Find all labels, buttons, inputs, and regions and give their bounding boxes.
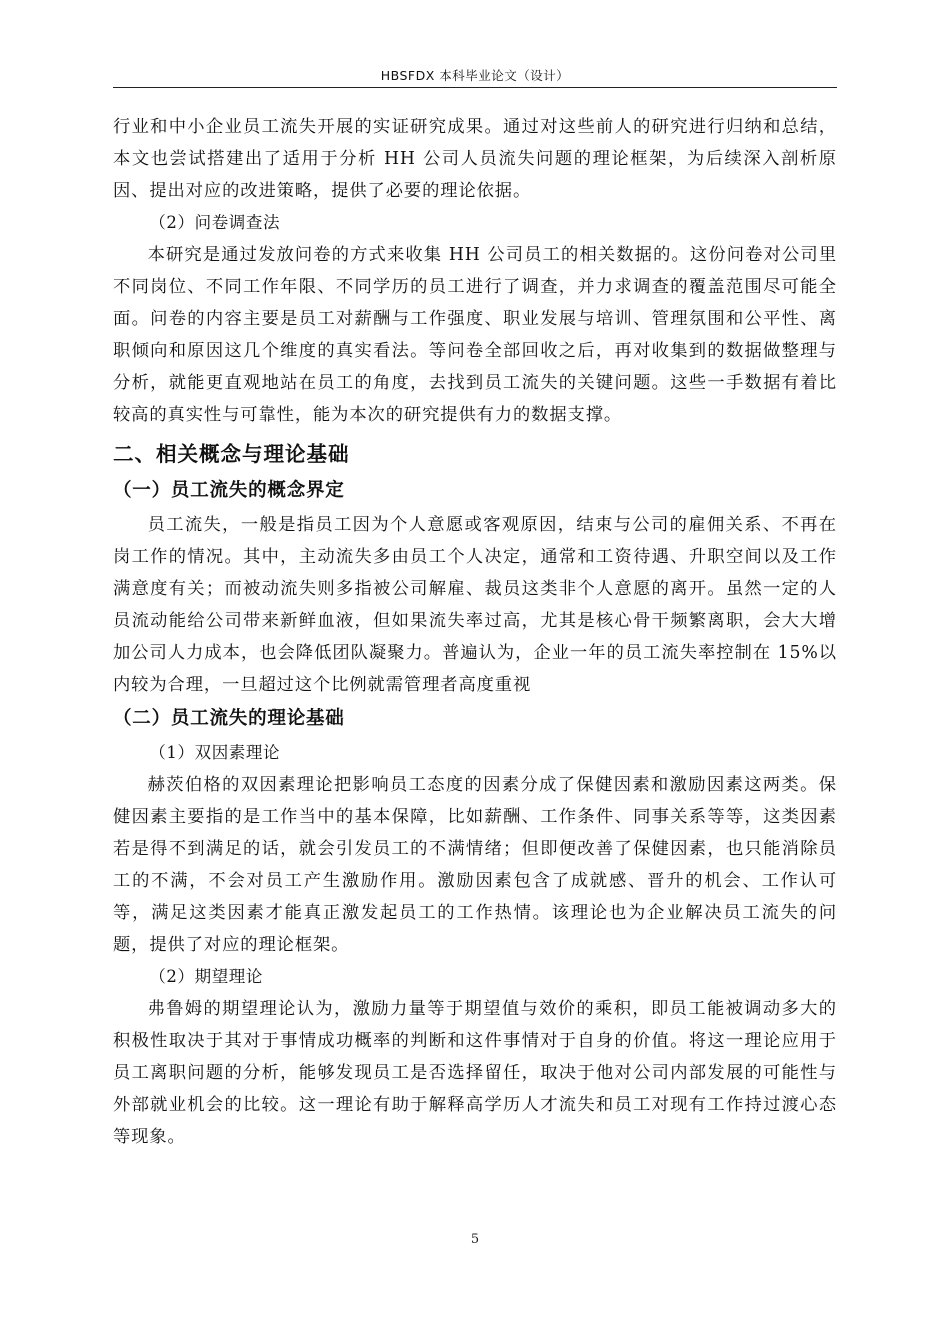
paragraph-questionnaire: 本研究是通过发放问卷的方式来收集 HH 公司员工的相关数据的。这份问卷对公司里不同岗位、不同工作年限、不同学历的员工进行了调查，并力求调查的覆盖范围尽可能全面。问卷的内容主要是员工对薪酬与工作强度、职业发展与培训、管理氛围和公平性、离职倾向和原因这几个维度的真实看法。等问卷全部回收之后，再对收集到的数据做整理与分析，就能更直观地站在员工的角度，去找到员工流失的关键问题。这些一手数据有着比较高的真实性与可靠性，能为本次的研究提供有力的数据支撑。	[113, 245, 837, 425]
paragraph-continuation: 行业和中小企业员工流失开展的实证研究成果。通过对这些前人的研究进行归纳和总结，本文也尝试搭建出了适用于分析 HH 公司人员流失问题的理论框架，为后续深入剖析原因、提出对应的改进策略，提供了必要的理论依据。	[113, 117, 837, 201]
page-number: 5	[470, 1232, 480, 1247]
body-content	[113, 111, 837, 1153]
paragraph-concept: 员工流失，一般是指员工因为个人意愿或客观原因，结束与公司的雇佣关系、不再在岗工作的情况。其中，主动流失多由员工个人决定，通常和工资待遇、升职空间以及工作满意度有关；而被动流失则多指被公司解雇、裁员这类非个人意愿的离开。虽然一定的人员流动能给公司带来新鲜血液，但如果流失率过高，尤其是核心骨干频繁离职，会大大增加公司人力成本，也会降低团队凝聚力。普遍认为，企业一年的员工流失率控制在 15%以内较为合理，一旦超过这个比例就需管理者高度重视	[113, 515, 837, 695]
subsection-heading-theory: （二）员工流失的理论基础	[113, 708, 345, 729]
theory-expectancy-label: （2）期望理论	[149, 967, 263, 986]
theory-two-factor-label: （1）双因素理论	[149, 743, 281, 762]
header-divider	[113, 87, 837, 88]
paragraph-two-factor: 赫茨伯格的双因素理论把影响员工态度的因素分成了保健因素和激励因素这两类。保健因素主要指的是工作当中的基本保障，比如薪酬、工作条件、同事关系等等，这类因素若是得不到满足的话，就会引发员工的不满情绪；但即便改善了保健因素，也只能消除员工的不满，不会对员工产生激励作用。激励因素包含了成就感、晋升的机会、工作认可等，满足这类因素才能真正激发起员工的工作热情。该理论也为企业解决员工流失的问题，提供了对应的理论框架。	[113, 775, 837, 955]
method-questionnaire-label: （2）问卷调查法	[149, 213, 281, 232]
paragraph-expectancy: 弗鲁姆的期望理论认为，激励力量等于期望值与效价的乘积，即员工能被调动多大的积极性取决于其对于事情成功概率的判断和这件事情对于自身的价值。将这一理论应用于员工离职问题的分析，能够发现员工是否选择留任，取决于他对公司内部发展的可能性与外部就业机会的比较。这一理论有助于解释高学历人才流失和员工对现有工作持过渡心态等现象。	[113, 999, 837, 1147]
running-header: HBSFDX 本科毕业论文（设计）	[380, 68, 570, 83]
subsection-heading-concept: （一）员工流失的概念界定	[113, 480, 345, 501]
section-heading: 二、相关概念与理论基础	[113, 442, 350, 466]
